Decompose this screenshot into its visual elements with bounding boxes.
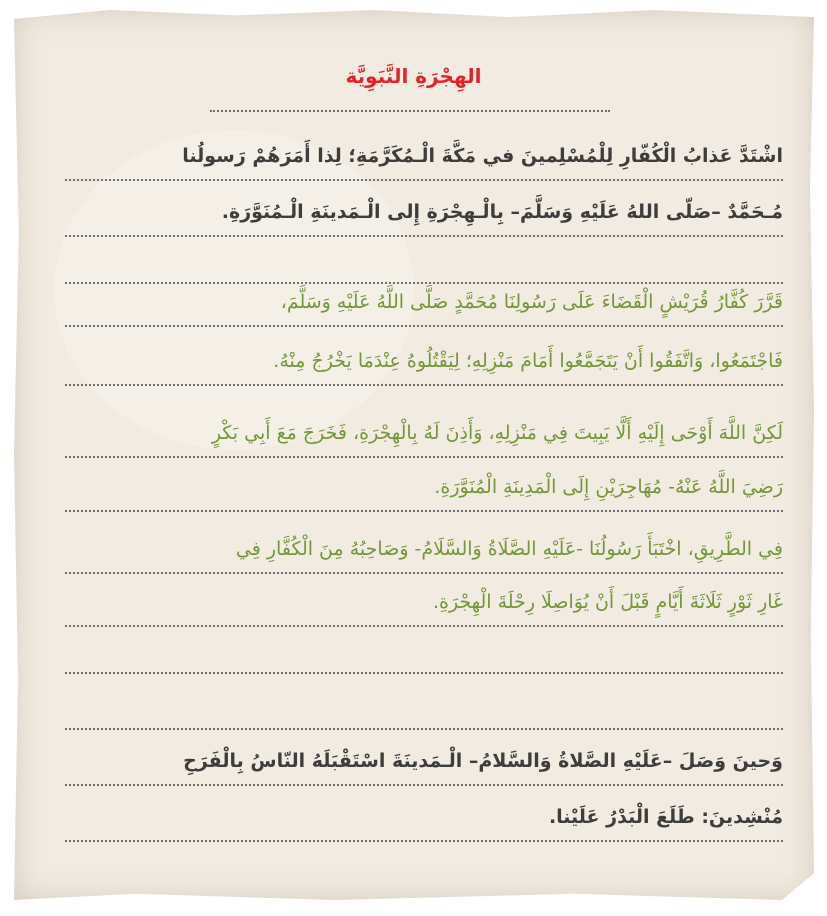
- text-line-6: رَضِيَ اللَّهُ عَنْهُ- مُهَاجِرَيْنِ إِلَى الْمَدِينَةِ الْمُنَوَّرَةِ.: [65, 468, 783, 512]
- title-divider: [210, 110, 610, 112]
- text-line-10: مُنْشِدينَ: طَلَعَ الْبَدْرُ عَلَيْنا.: [65, 798, 783, 842]
- text-line-5: لَكِنَّ اللَّهَ أَوْحَى إِلَيْهِ أَلَّا يَبِيتَ فِي مَنْزِلِهِ، وَأَذِنَ لَهُ بِالْهِجْرَةِ، فَخَرَجَ مَعَ أَبِي بَكْرٍ: [65, 414, 783, 458]
- empty-line: [65, 630, 783, 674]
- text-line-3: قَرَّرَ كُفَّارُ قُرَيْشٍ الْقَضَاءَ عَلَى رَسُولِنَا مُحَمَّدٍ صَلَّى اللَّهُ عَلَيْهِ وَسَلَّمَ،: [65, 283, 783, 327]
- empty-line: [65, 686, 783, 730]
- text-line-2: مُـحَمَّدٌ –صَلّى اللهُ عَلَيْهِ وَسَلَّمَ– بِالْـهِجْرَةِ إِلى الْـمَدينَةِ الْـمُنَوَّرَةِ.: [65, 193, 783, 237]
- text-line-7: فِي الطَّرِيقِ، اخْتَبَأَ رَسُولُنَا -عَلَيْهِ الصَّلَاةُ وَالسَّلَامُ- وَصَاحِبُهُ مِنَ الْكُفَّارِ فِي: [65, 530, 783, 574]
- text-line-1: اشْتَدَّ عَذابُ الْكُفّارِ لِلْمُسْلِمينَ في مَكَّةَ الْـمُكَرَّمَةِ؛ لِذا أَمَرَهُمْ رَسولُنا: [65, 137, 783, 181]
- text-line-9: وَحينَ وَصَلَ –عَلَيْهِ الصَّلاةُ وَالسَّلامُ– الْـمَدينَةَ اسْتَقْبَلَهُ النّاسُ بِالْفَرَحِ: [65, 742, 783, 786]
- page-title: الهِجْرَةِ النَّبَوِيَّة: [345, 64, 482, 88]
- text-line-4: فَاجْتَمَعُوا، وَاتَّفَقُوا أَنْ يَتَجَمَّعُوا أَمَامَ مَنْزِلِهِ؛ لِيَقْتُلُوهُ عِنْدَمَا يَخْرُجُ مِنْهُ.: [65, 342, 783, 386]
- empty-line: [65, 240, 783, 284]
- text-line-8: غَارِ ثَوْرٍ ثَلَاثَةَ أَيَّامٍ قَبْلَ أَنْ يُوَاصِلَا رِحْلَةَ الْهِجْرَةِ.: [65, 583, 783, 627]
